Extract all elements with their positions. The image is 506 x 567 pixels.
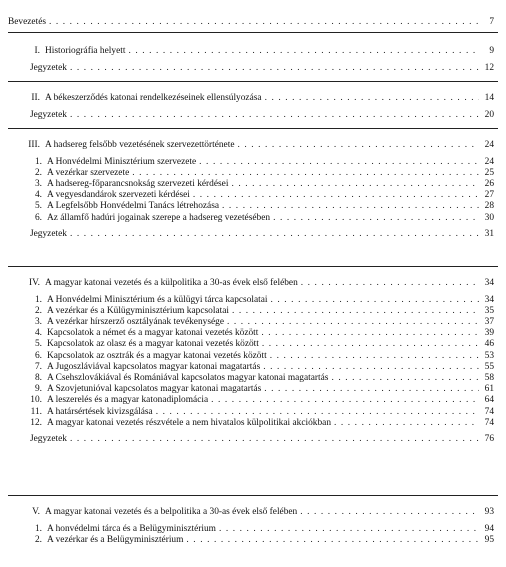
dot-leader xyxy=(301,278,479,289)
entry-title: A leszerelés és a magyar katonadiplomácia xyxy=(47,395,209,406)
page-number: 39 xyxy=(484,328,494,339)
page-number: 20 xyxy=(484,110,494,120)
toc-subsection-entry xyxy=(24,306,494,317)
entry-title: A vezérkar hírszerző osztályának tevékenysége xyxy=(47,316,224,327)
toc-subsection-entry xyxy=(24,373,494,384)
entry-number: 1. xyxy=(34,523,42,534)
page-number: 26 xyxy=(484,178,494,189)
entry-number: 8. xyxy=(34,372,42,383)
toc-subsection-entry xyxy=(24,317,494,328)
dot-leader xyxy=(263,362,479,373)
entry-title: Jegyzetek xyxy=(30,110,67,120)
dot-leader xyxy=(193,190,479,201)
page-number: 94 xyxy=(484,523,494,534)
dot-leader xyxy=(264,384,479,395)
toc-subsection-entry xyxy=(24,328,494,339)
toc-subsection-entry xyxy=(24,395,494,406)
dot-leader xyxy=(70,434,479,445)
entry-title: Historiográfia helyett xyxy=(45,46,126,56)
toc-subsection-entry xyxy=(24,295,494,306)
page-number: 34 xyxy=(484,278,494,288)
toc-subsection-entry xyxy=(24,535,494,546)
dot-leader xyxy=(186,535,479,546)
page-number: 24 xyxy=(484,140,494,150)
dot-leader xyxy=(211,395,479,406)
toc-notes-entry xyxy=(30,110,494,121)
entry-number: V. xyxy=(32,507,40,517)
page-number: 30 xyxy=(484,212,494,223)
toc-subsection-entry xyxy=(24,407,494,418)
entry-title: A Jugoszláviával kapcsolatos magyar katonai magatartás xyxy=(47,361,261,372)
entry-title: Az államfő hadúri jogainak szerepe a hadsereg vezetésében xyxy=(47,212,271,223)
dot-leader xyxy=(271,295,479,306)
toc-entry-intro xyxy=(8,17,494,28)
page-number: 14 xyxy=(484,93,494,103)
entry-title: A békeszerződés katonai rendelkezéseinek ellensúlyozása xyxy=(45,93,262,103)
entry-number: 1. xyxy=(34,156,42,167)
page-number: 64 xyxy=(484,395,494,406)
page-number: 31 xyxy=(484,228,494,239)
dot-leader xyxy=(199,157,479,168)
toc-subsection-entry xyxy=(24,157,494,168)
entry-number: 1. xyxy=(34,294,42,305)
dot-leader xyxy=(156,407,479,418)
dot-leader xyxy=(70,229,479,240)
dot-leader xyxy=(262,339,479,350)
toc-notes-entry xyxy=(30,229,494,240)
entry-title: Bevezetés xyxy=(8,17,46,27)
page-number: 61 xyxy=(484,384,494,395)
entry-title: A Honvédelmi Minisztérium és a külügyi tárca kapcsolatai xyxy=(47,294,268,305)
dot-leader xyxy=(265,93,479,104)
entry-number: 4. xyxy=(34,328,42,339)
toc-section-heading xyxy=(16,140,494,151)
page-number: 9 xyxy=(489,46,494,56)
entry-title: Jegyzetek xyxy=(30,228,67,239)
dot-leader xyxy=(70,63,479,74)
dot-leader xyxy=(273,213,479,224)
entry-title: A hadsereg felsőbb vezetésének szervezettörténete xyxy=(45,140,235,150)
toc-section-heading xyxy=(16,278,494,289)
page-number: 12 xyxy=(484,63,494,73)
dot-leader xyxy=(300,507,479,518)
entry-title: A Csehszlovákiával és Romániával kapcsolatos magyar katonai magatartás xyxy=(47,372,329,383)
dot-leader xyxy=(70,110,479,121)
entry-number: 11. xyxy=(30,406,42,417)
page-number: 27 xyxy=(484,190,494,201)
dot-leader xyxy=(261,328,479,339)
dot-leader xyxy=(128,46,479,57)
dot-leader xyxy=(331,373,479,384)
page-number: 93 xyxy=(484,507,494,517)
dot-leader xyxy=(270,351,479,362)
page-number: 34 xyxy=(484,294,494,305)
entry-title: A hadsereg-főparancsnokság szervezeti kérdései xyxy=(47,178,229,189)
section-divider xyxy=(8,32,498,33)
entry-title: A honvédelmi tárca és a Belügyminisztérium xyxy=(47,523,216,534)
entry-title: A magyar katonai vezetés és a külpolitika a 30-as évek első felében xyxy=(45,278,298,288)
page-number: 35 xyxy=(484,305,494,316)
entry-title: A Szovjetunióval kapcsolatos magyar katonai magatartás xyxy=(47,384,262,395)
entry-number: 3. xyxy=(34,178,42,189)
toc-section-heading xyxy=(16,507,494,518)
entry-title: Kapcsolatok az olasz és a magyar katonai vezetés között xyxy=(47,339,259,350)
entry-number: IV. xyxy=(28,278,40,288)
page-number: 25 xyxy=(484,167,494,178)
entry-title: A vezérkar és a Külügyminisztérium kapcsolatai xyxy=(47,305,229,316)
page-number: 37 xyxy=(484,316,494,327)
page-number: 28 xyxy=(484,201,494,212)
page-number: 76 xyxy=(484,433,494,444)
entry-title: A vezérkar szervezete xyxy=(47,167,130,178)
toc-subsection-entry xyxy=(24,201,494,212)
toc-subsection-entry xyxy=(24,351,494,362)
entry-number: 10. xyxy=(30,395,42,406)
page-number: 24 xyxy=(484,156,494,167)
entry-number: 5. xyxy=(34,201,42,212)
dot-leader xyxy=(238,140,480,151)
entry-title: Jegyzetek xyxy=(30,63,67,73)
entry-title: Kapcsolatok az osztrák és a magyar katonai vezetés között xyxy=(47,350,267,361)
entry-number: II. xyxy=(31,93,40,103)
entry-number: 9. xyxy=(34,384,42,395)
section-divider xyxy=(8,81,498,82)
section-divider xyxy=(8,495,498,496)
dot-leader xyxy=(132,168,479,179)
entry-number: 12. xyxy=(30,417,42,428)
toc-subsection-entry xyxy=(24,362,494,373)
entry-title: A Honvédelmi Minisztérium szervezete xyxy=(47,156,197,167)
dot-leader xyxy=(49,17,479,28)
entry-title: A határsértések kivizsgálása xyxy=(47,406,153,417)
page-number: 55 xyxy=(484,361,494,372)
entry-title: A Legfelsőbb Honvédelmi Tanács létrehozása xyxy=(47,201,220,212)
section-divider xyxy=(8,128,498,129)
toc-notes-entry xyxy=(30,63,494,74)
entry-number: 5. xyxy=(34,339,42,350)
toc-subsection-entry xyxy=(24,190,494,201)
toc-subsection-entry xyxy=(24,339,494,350)
dot-leader xyxy=(222,201,479,212)
toc-section-heading xyxy=(16,93,494,104)
toc-subsection-entry xyxy=(24,179,494,190)
entry-title: A magyar katonai vezetés és a belpolitika a 30-as évek első felében xyxy=(45,507,298,517)
section-divider xyxy=(8,266,498,267)
entry-title: Kapcsolatok a német és a magyar katonai vezetés között xyxy=(47,328,259,339)
dot-leader xyxy=(232,306,479,317)
entry-number: III. xyxy=(28,140,40,150)
toc-subsection-entry xyxy=(24,524,494,535)
entry-number: 2. xyxy=(34,305,42,316)
entry-title: A vezérkar és a Belügyminisztérium xyxy=(47,534,184,545)
toc-section-heading xyxy=(16,46,494,57)
entry-number: 6. xyxy=(34,350,42,361)
page-number: 95 xyxy=(484,534,494,545)
entry-title: A vegyesdandárok szervezeti kérdései xyxy=(47,190,190,201)
toc-subsection-entry xyxy=(24,418,494,429)
entry-number: 6. xyxy=(34,212,42,223)
dot-leader xyxy=(231,179,479,190)
entry-number: 3. xyxy=(34,316,42,327)
entry-number: 4. xyxy=(34,190,42,201)
entry-number: I. xyxy=(34,46,40,56)
toc-subsection-entry xyxy=(24,384,494,395)
toc-subsection-entry xyxy=(24,213,494,224)
toc-subsection-entry xyxy=(24,168,494,179)
dot-leader xyxy=(227,317,479,328)
entry-title: A magyar katonai vezetés részvétele a nem hivatalos külpolitikai akciókban xyxy=(47,417,332,428)
toc-notes-entry xyxy=(30,434,494,445)
page-number: 53 xyxy=(484,350,494,361)
page-number: 58 xyxy=(484,372,494,383)
entry-number: 2. xyxy=(34,534,42,545)
dot-leader xyxy=(334,418,479,429)
entry-number: 2. xyxy=(34,167,42,178)
page-number: 7 xyxy=(489,17,494,27)
page-number: 46 xyxy=(484,339,494,350)
dot-leader xyxy=(219,524,479,535)
entry-title: Jegyzetek xyxy=(30,433,67,444)
entry-number: 7. xyxy=(34,361,42,372)
page-number: 74 xyxy=(484,406,494,417)
page-number: 74 xyxy=(484,417,494,428)
